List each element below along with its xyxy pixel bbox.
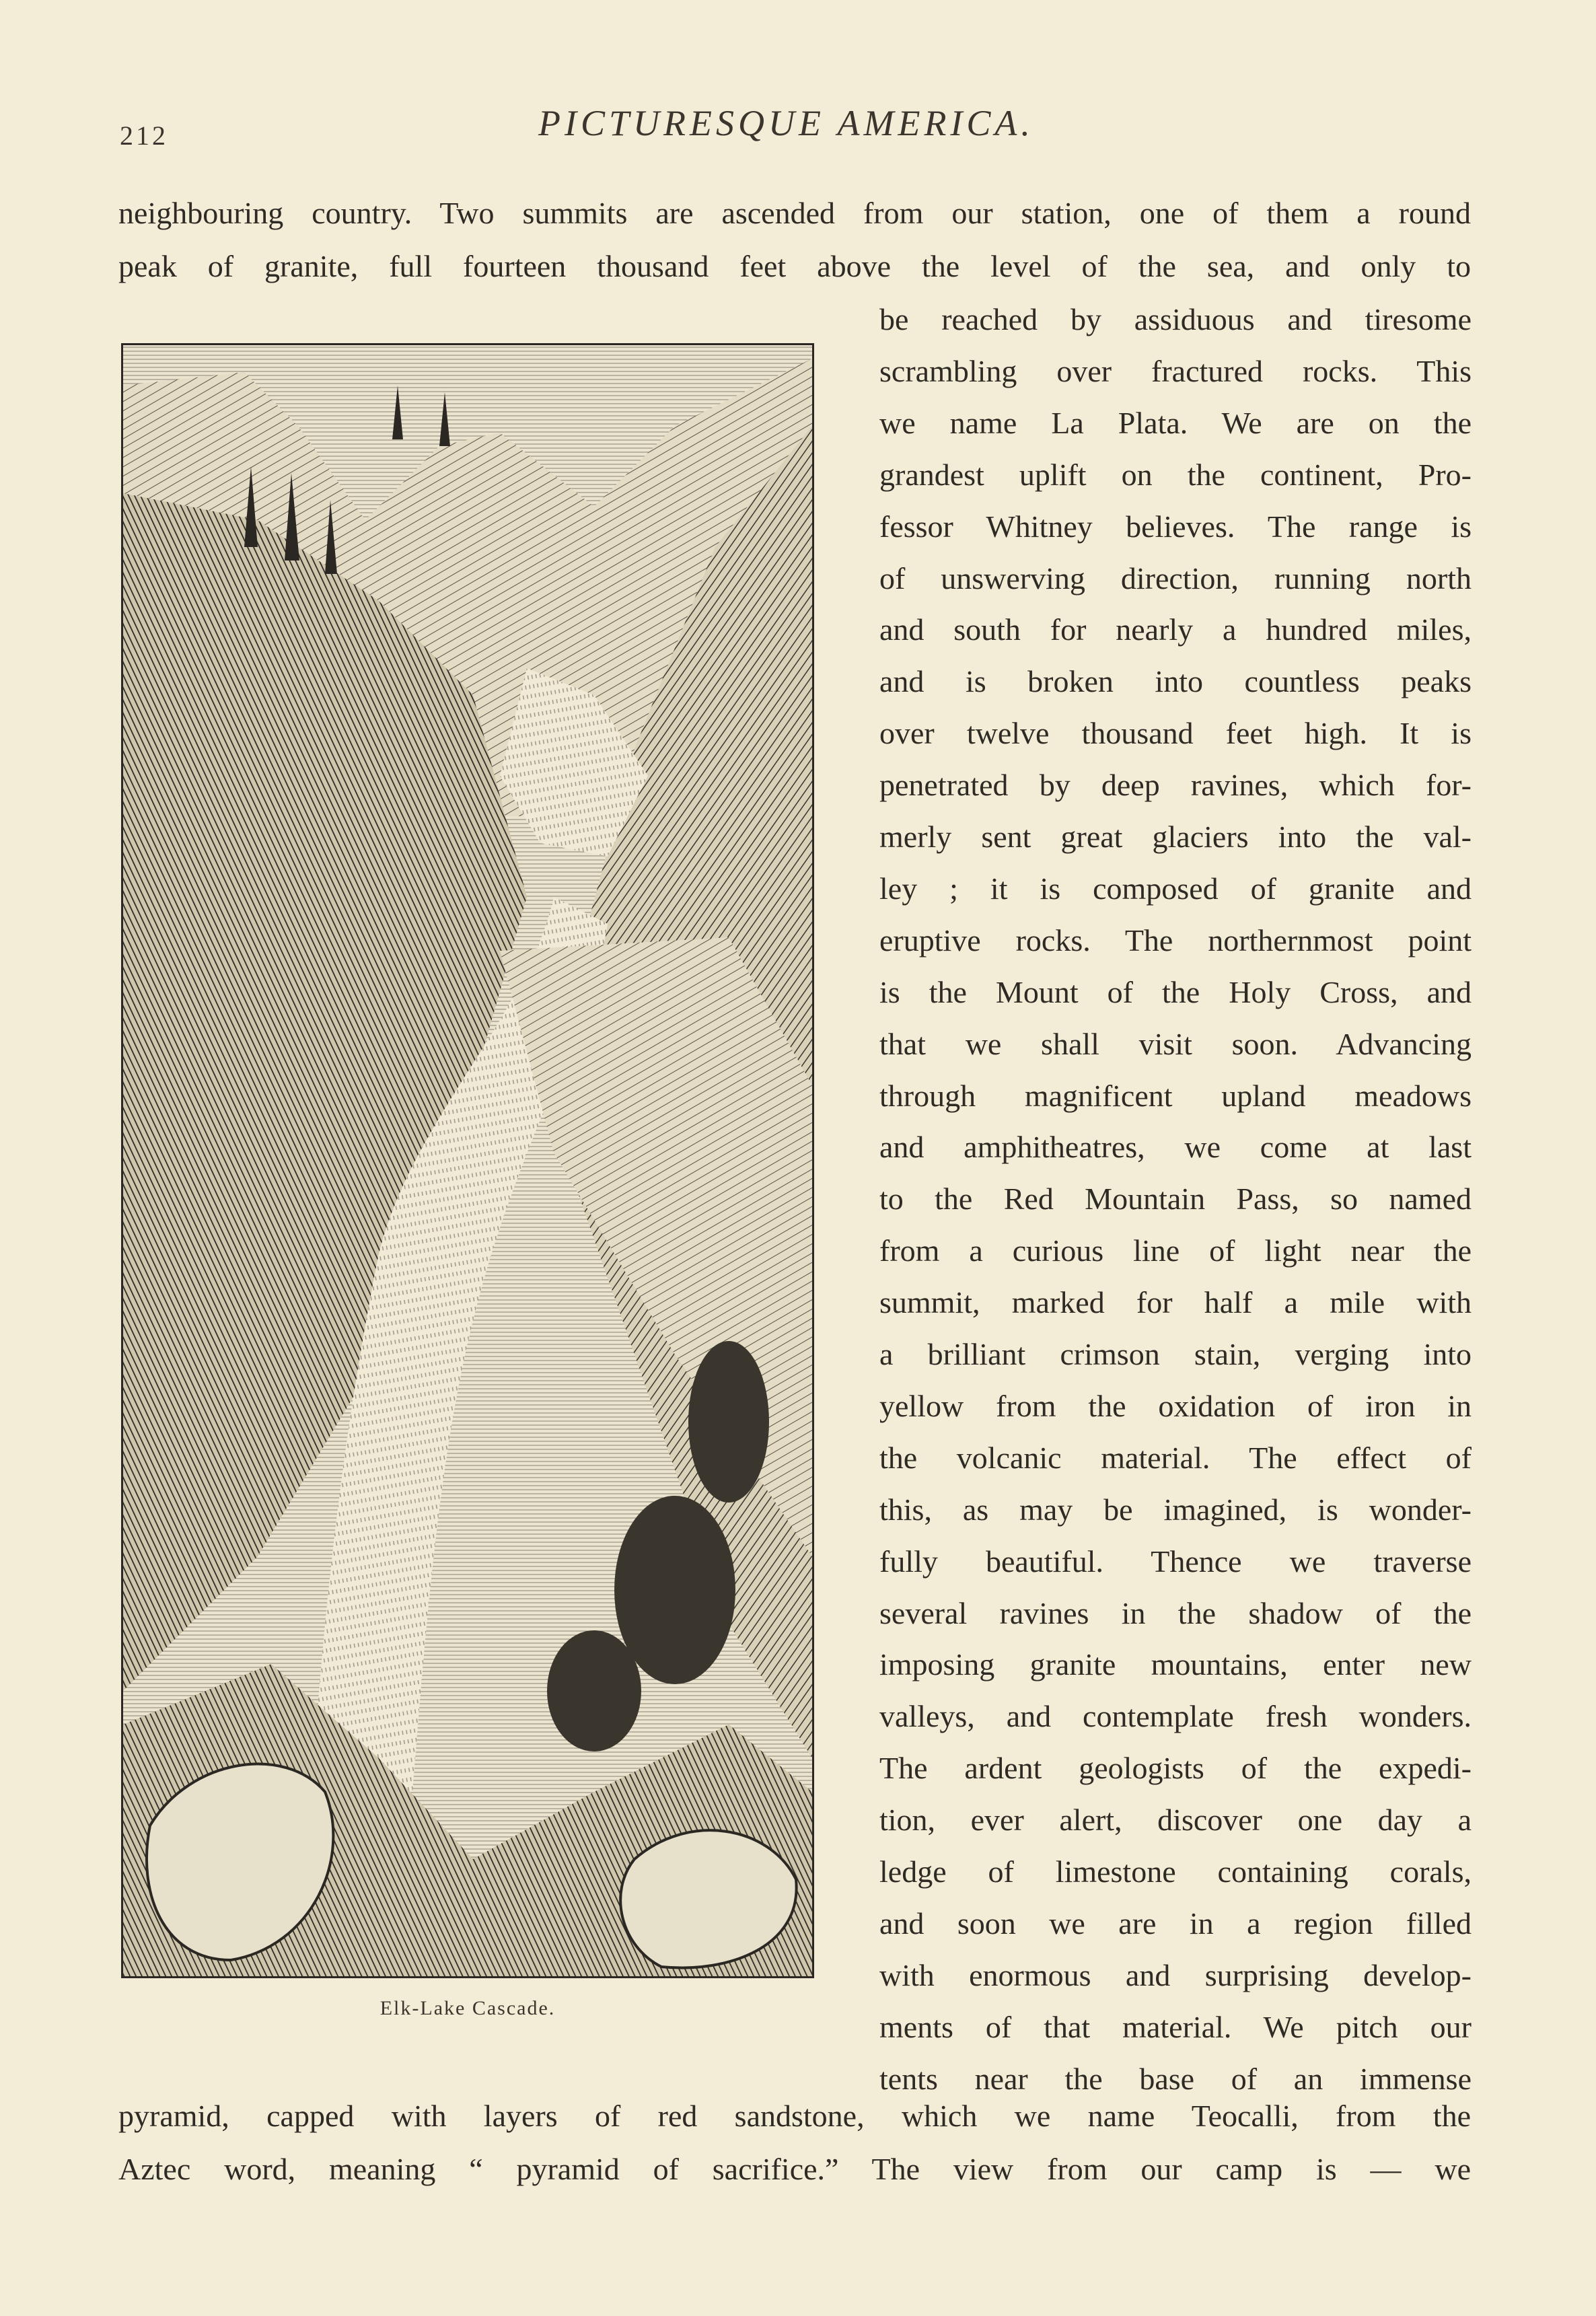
text-line: ments of that material. We pitch our (879, 2009, 1472, 2044)
text-line: ley ; it is composed of granite and (879, 871, 1472, 906)
text-line: eruptive rocks. The northernmost point (879, 922, 1472, 957)
text-line: Aztec word, meaning “ pyramid of sacrifice.” The view from our camp is — we (118, 2152, 1471, 2186)
text-line: neighbouring country. Two summits are ascended from our station, one of them a round (118, 196, 1471, 230)
text-line: through magnificent upland meadows (879, 1078, 1472, 1113)
text-line: yellow from the oxidation of iron in (879, 1388, 1472, 1423)
text-line: pyramid, capped with layers of red sandstone, which we name Teocalli, from the (118, 2099, 1471, 2133)
text-line: and south for nearly a hundred miles, (879, 612, 1472, 647)
text-line: peak of granite, full fourteen thousand feet above the level of the sea, and only to (118, 249, 1471, 283)
text-line: merly sent great glaciers into the val- (879, 820, 1472, 854)
text-line: of unswerving direction, running north (879, 560, 1472, 595)
waterfall-engraving-image (123, 345, 812, 1976)
text-line: scrambling over fractured rocks. This (879, 353, 1472, 388)
text-line: valleys, and contemplate fresh wonders. (879, 1699, 1472, 1734)
text-line: over twelve thousand feet high. It is (879, 716, 1472, 751)
text-line: tents near the base of an immense (879, 2061, 1472, 2096)
text-line: The ardent geologists of the expedi- (879, 1751, 1472, 1786)
text-line: with enormous and surprising develop- (879, 1957, 1472, 1992)
text-line: and is broken into countless peaks (879, 664, 1472, 699)
text-line: fully beautiful. Thence we traverse (879, 1544, 1472, 1579)
text-line: be reached by assiduous and tiresome (879, 302, 1472, 336)
text-line: penetrated by deep ravines, which for- (879, 768, 1472, 803)
running-title: PICTURESQUE AMERICA. (538, 103, 1034, 143)
engraving-illustration (121, 343, 814, 1978)
text-line: several ravines in the shadow of the (879, 1595, 1472, 1630)
text-line: a brilliant crimson stain, verging into (879, 1337, 1472, 1371)
text-line: the volcanic material. The effect of (879, 1440, 1472, 1475)
text-line: imposing granite mountains, enter new (879, 1647, 1472, 1682)
text-line: and amphitheatres, we come at last (879, 1130, 1472, 1165)
text-line: is the Mount of the Holy Cross, and (879, 974, 1472, 1009)
text-line: and soon we are in a region filled (879, 1906, 1472, 1941)
text-line: we name La Plata. We are on the (879, 405, 1472, 440)
illustration-caption: Elk-Lake Cascade. (379, 1997, 556, 2019)
text-line: fessor Whitney believes. The range is (879, 509, 1472, 544)
text-line: ledge of limestone containing corals, (879, 1854, 1472, 1889)
text-line: that we shall visit soon. Advancing (879, 1026, 1472, 1061)
text-line: to the Red Mountain Pass, so named (879, 1182, 1472, 1217)
page-number: 212 (120, 120, 168, 151)
text-line: summit, marked for half a mile with (879, 1285, 1472, 1320)
text-line: this, as may be imagined, is wonder- (879, 1492, 1472, 1527)
text-line: from a curious line of light near the (879, 1233, 1472, 1268)
text-line: tion, ever alert, discover one day a (879, 1803, 1472, 1838)
text-line: grandest uplift on the continent, Pro- (879, 457, 1472, 492)
